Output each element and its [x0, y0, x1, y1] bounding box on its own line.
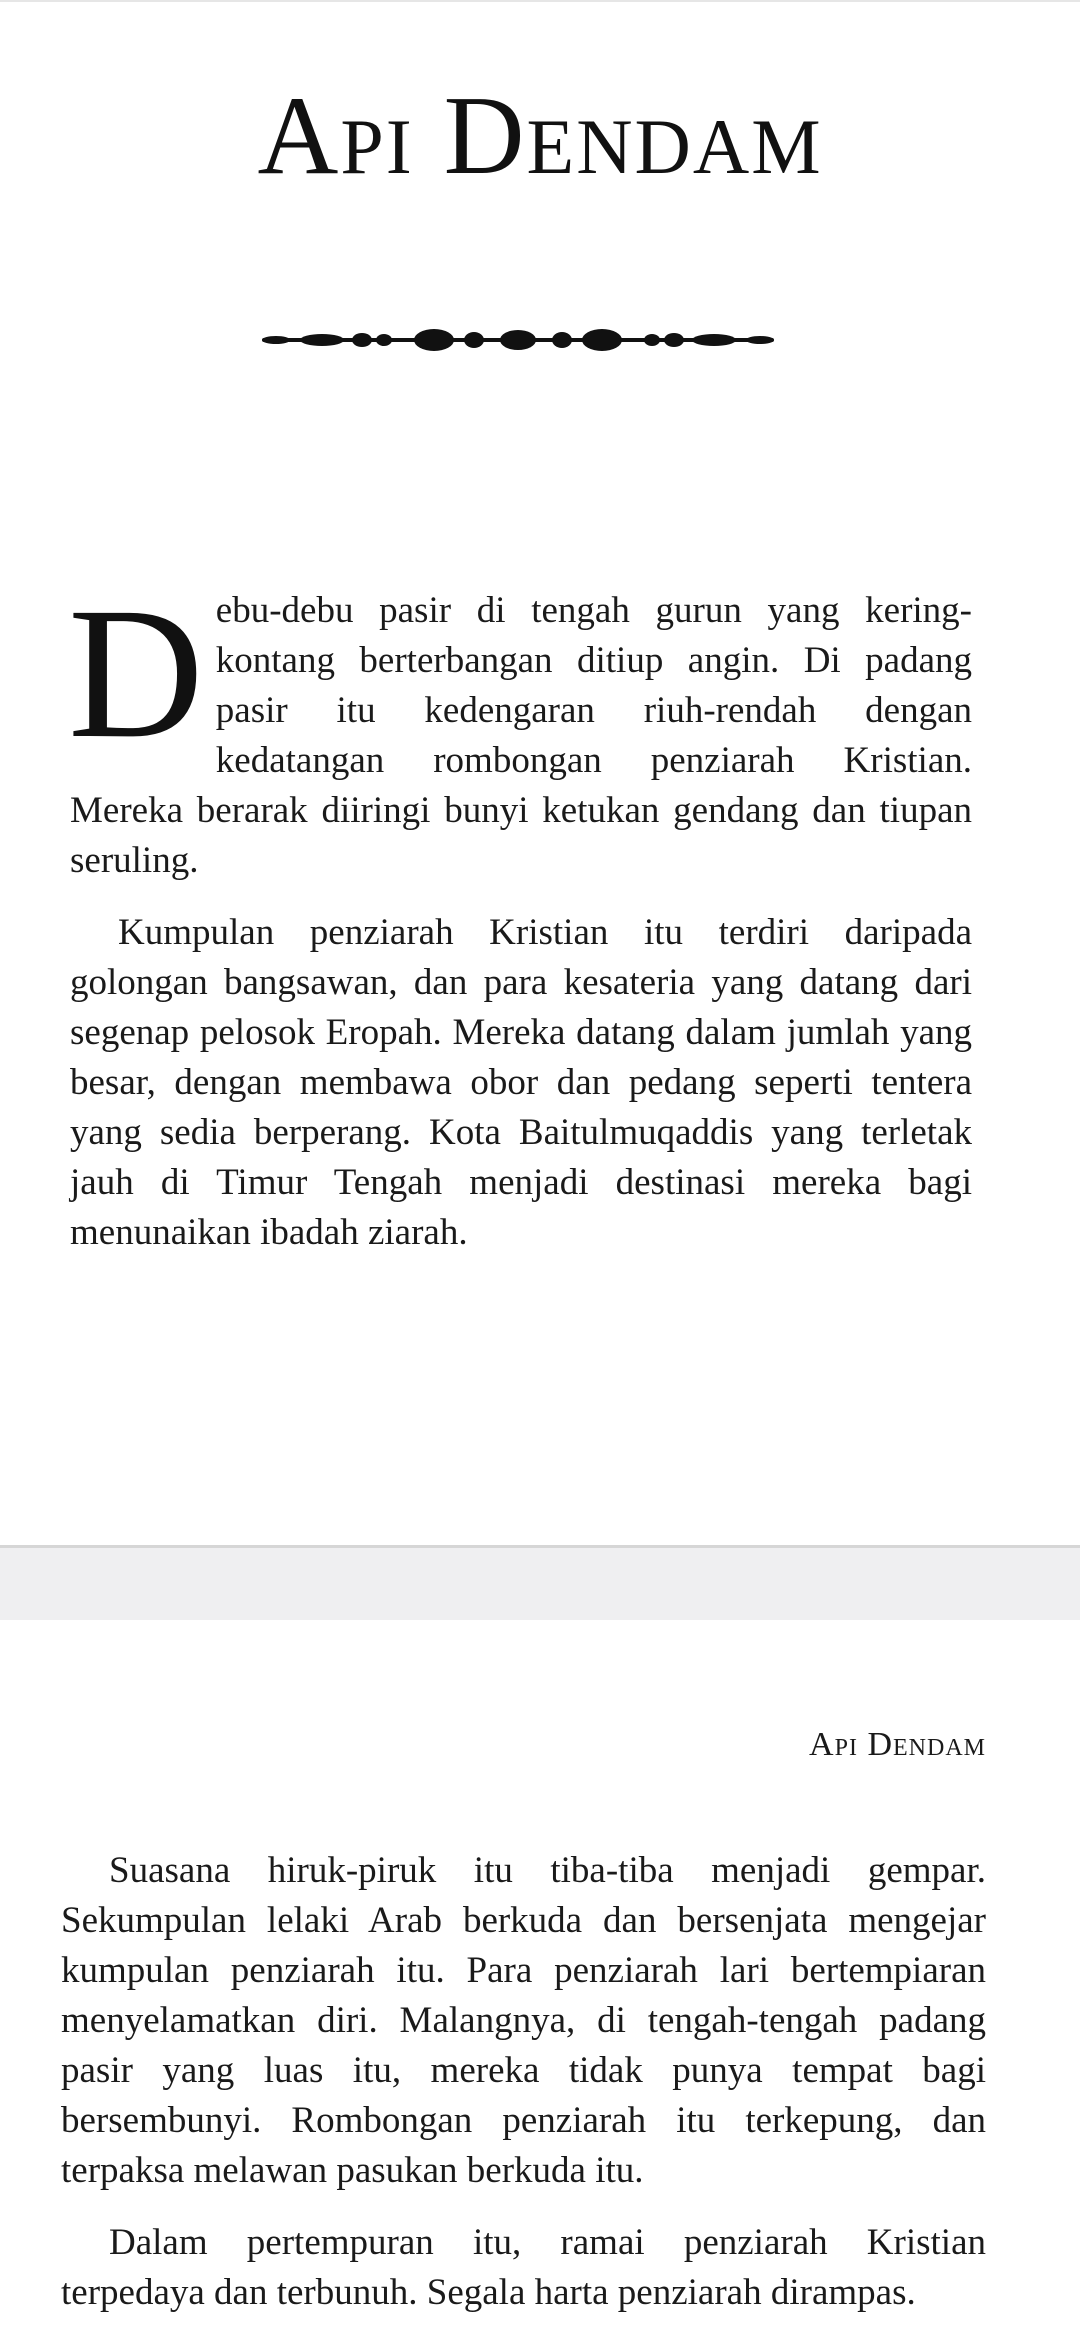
body-paragraph: Suasana hiruk-piruk itu tiba-tiba menjadi gempar. Sekumpulan lelaki Arab berkuda dan bersenjata mengejar kumpulan penziarah itu. Para penziarah lari bertempiaran menyelamatkan diri. Malangnya, di tengah-tengah padang pasir yang luas itu, mereka tidak punya tempat bagi bersembunyi. Rombongan penziarah itu terkepung, dan terpaksa melawan pasukan berkuda itu.	[61, 1850, 986, 2191]
chapter-body	[68, 568, 972, 1280]
drop-cap-letter: D	[68, 568, 204, 777]
body-paragraph: Kumpulan penziarah Kristian itu terdiri daripada golongan bangsawan, dan para kesateria yang datang dari segenap pelosok Eropah. Mereka datang dalam jumlah yang besar, dengan membawa obor dan pedang seperti tentera yang sedia berperang. Kota Baitulmuqaddis yang terletak jauh di Timur Tengah menjadi destinasi mereka bagi menunaikan ibadah ziarah.	[70, 912, 972, 1253]
opening-paragraph	[68, 568, 972, 886]
decorative-divider-icon	[262, 320, 774, 360]
page-body	[61, 1846, 986, 2340]
opening-paragraph-text: ebu-debu pasir di tengah gurun yang kering-kontang berterbangan ditiup angin. Di padang pasir itu kedengaran riuh-rendah dengan kedatangan rombongan penziarah Kristian. Mereka berarak diiringi bunyi ketukan gendang dan tiupan seruling.	[70, 590, 972, 881]
running-head: Api Dendam	[809, 1726, 986, 1763]
body-paragraph: Dalam pertempuran itu, ramai penziarah Kristian terpedaya dan terbunuh. Segala harta penziarah dirampas.	[61, 2222, 986, 2313]
book-page-2[interactable]	[0, 1620, 1080, 2340]
chapter-title: Api Dendam	[257, 74, 823, 198]
